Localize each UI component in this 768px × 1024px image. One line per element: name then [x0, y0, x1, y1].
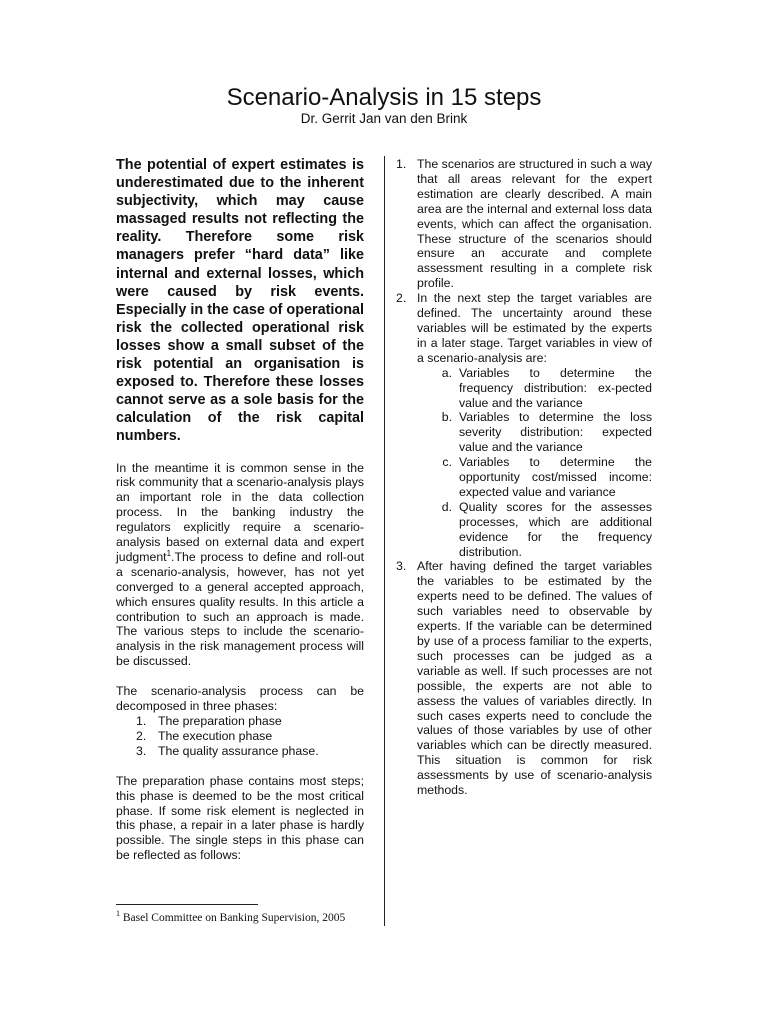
substep-item [417, 500, 652, 560]
step-text: After having defined the target variables the variables to be estimated by the experts need to be defined. The values of such variables need to observable by experts. If the variable can be determined by use of a process familiar to the experts, such processes can be judged as a variable as well. If such processes are not possible, the experts are not able to assess the values of variables directly. In such cases experts need to conclude the values of those variables by use of other variables which can be directly measured. This situation is common for risk assessments by use of scenario-analysis methods. [417, 559, 652, 798]
step-item [396, 157, 652, 291]
left-column [116, 156, 364, 863]
phase-text: The preparation phase [158, 714, 282, 728]
phase-text: The quality assurance phase. [158, 743, 319, 758]
substep-item [417, 455, 652, 500]
substep-text: Variables to determine the loss severity distribution: expected value and the variance [459, 410, 652, 455]
right-column [396, 157, 652, 798]
substep-text: Variables to determine the frequency distribution: ex-pected value and the variance [459, 365, 652, 410]
step-number: 2. [396, 291, 407, 306]
lead-paragraph: The potential of expert estimates is underestimated due to the inherent subjectivity, which may cause massaged results not reflecting the reality. Therefore some risk managers prefer “hard data” like internal and external losses, which were caused by risk events. Especially in the case of operational risk the collected operational risk losses show a small subset of the risk potential an organisation is exposed to. Therefore these losses cannot serve as a sole basis for the calculation of the risk capital numbers. [116, 157, 364, 445]
footnote-divider [116, 904, 258, 905]
phases-paragraph: The scenario-analysis process can be decomposed in three phases: [116, 684, 364, 714]
author-name: Dr. Gerrit Jan van den Brink [300, 111, 468, 126]
footnote-mark: 1 [116, 909, 120, 919]
step-body [417, 157, 652, 291]
substeps-list [417, 366, 652, 560]
intro-text-part-1: In the meantime it is common sense in the risk community that a scenario-analysis plays an important role in the data collection process. In the banking industry the regulators explicitly require a scenario-analysis based on external data and expert judgment [116, 460, 364, 564]
substep-letter: b. [441, 410, 452, 425]
step-number: 1. [396, 157, 407, 171]
substep-text: Variables to determine the opportunity cost/missed income: expected value and variance [459, 455, 652, 499]
steps-list [396, 157, 652, 798]
substep-letter: d. [441, 499, 452, 514]
phase-item [116, 729, 364, 744]
phase-number: 3. [136, 743, 147, 758]
substep-item [417, 410, 652, 455]
step-body [417, 291, 652, 559]
step-item [396, 559, 652, 798]
substep-text: Quality scores for the assesses processes, which are additional evidence for the frequency distribution. [459, 499, 652, 559]
footnote [116, 911, 345, 925]
intro-paragraph [116, 461, 364, 670]
phase-number: 2. [136, 728, 147, 743]
step-item [396, 291, 652, 559]
substep-item [417, 366, 652, 411]
substep-letter: c. [442, 455, 452, 470]
footnote-reference: 1 [166, 548, 172, 558]
preparation-paragraph: The preparation phase contains most steps; this phase is deemed to be the most critical phase. If some risk element is neglected in this phase, a repair in a later phase is hardly possible. The single steps in this phase can be reflected as follows: [116, 773, 364, 863]
phase-text: The execution phase [158, 728, 273, 743]
phase-item [116, 714, 364, 729]
paper-title: Scenario-Analysis in 15 steps [226, 84, 542, 111]
phases-list [116, 714, 364, 759]
step-number: 3. [396, 559, 407, 574]
step-text: The scenarios are structured in such a way that all areas relevant for the expert estimation are clearly described. A main area are the internal and external loss data events, which can affect the organisation. These structure of the scenarios should ensure an accurate and complete assessment resulting in a complete risk profile. [417, 157, 652, 291]
footnote-text: Basel Committee on Banking Supervision, 2005 [120, 912, 346, 924]
intro-text-part-2: .The process to define and roll-out a scenario-analysis, however, has not yet converged to a general accepted approach, which ensures quality results. In this article a contribution to such an approach is made. The various steps to include the scenario-analysis in the risk management process will be discussed. [116, 549, 364, 669]
phase-number: 1. [136, 714, 147, 728]
phase-item [116, 744, 364, 759]
substep-letter: a. [441, 365, 452, 380]
step-body [417, 559, 652, 798]
step-text: In the next step the target variables are defined. The uncertainty around these variables will be estimated by the experts in a later stage. Target variables in view of a scenario-analysis are: [417, 291, 652, 365]
